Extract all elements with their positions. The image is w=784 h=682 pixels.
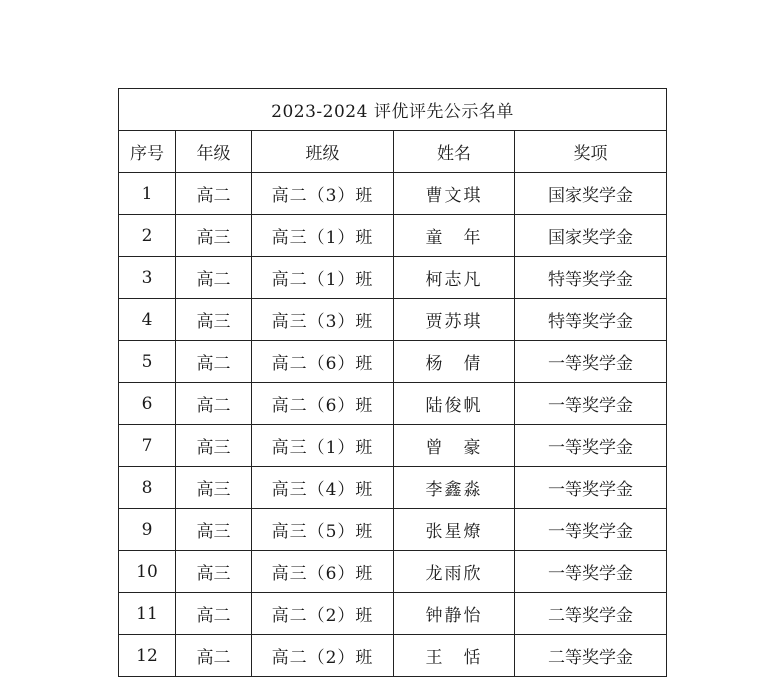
cell-award: 二等奖学金 (515, 593, 667, 635)
cell-seq: 9 (119, 509, 176, 551)
table-title-row (119, 89, 667, 131)
table-row (119, 257, 667, 299)
cell-grade: 高三 (176, 215, 252, 257)
cell-class: 高二（3）班 (252, 173, 394, 215)
cell-name: 曾 豪 (394, 425, 515, 467)
cell-name: 杨 倩 (394, 341, 515, 383)
cell-seq: 5 (119, 341, 176, 383)
cell-award: 国家奖学金 (515, 173, 667, 215)
cell-seq: 10 (119, 551, 176, 593)
cell-grade: 高三 (176, 425, 252, 467)
cell-award: 二等奖学金 (515, 635, 667, 677)
cell-seq: 6 (119, 383, 176, 425)
cell-grade: 高三 (176, 299, 252, 341)
cell-seq: 8 (119, 467, 176, 509)
header-award: 奖项 (515, 131, 667, 173)
cell-award: 一等奖学金 (515, 551, 667, 593)
cell-seq: 2 (119, 215, 176, 257)
table-row (119, 425, 667, 467)
cell-name: 陆俊帆 (394, 383, 515, 425)
cell-grade: 高二 (176, 341, 252, 383)
cell-award: 特等奖学金 (515, 257, 667, 299)
header-class: 班级 (252, 131, 394, 173)
honor-list-table (118, 88, 667, 677)
cell-name: 柯志凡 (394, 257, 515, 299)
cell-award: 特等奖学金 (515, 299, 667, 341)
table-row (119, 593, 667, 635)
cell-grade: 高二 (176, 593, 252, 635)
cell-name: 张星燎 (394, 509, 515, 551)
cell-name: 贾苏琪 (394, 299, 515, 341)
cell-class: 高二（6）班 (252, 341, 394, 383)
header-name: 姓名 (394, 131, 515, 173)
cell-seq: 11 (119, 593, 176, 635)
cell-award: 国家奖学金 (515, 215, 667, 257)
cell-award: 一等奖学金 (515, 383, 667, 425)
cell-class: 高二（6）班 (252, 383, 394, 425)
table-title: 2023-2024 评优评先公示名单 (119, 89, 667, 131)
table-row (119, 635, 667, 677)
cell-class: 高二（1）班 (252, 257, 394, 299)
cell-name: 曹文琪 (394, 173, 515, 215)
cell-class: 高二（2）班 (252, 635, 394, 677)
cell-class: 高三（6）班 (252, 551, 394, 593)
cell-name: 王 恬 (394, 635, 515, 677)
cell-class: 高三（1）班 (252, 425, 394, 467)
table-row (119, 383, 667, 425)
cell-class: 高二（2）班 (252, 593, 394, 635)
table-row (119, 341, 667, 383)
cell-grade: 高三 (176, 509, 252, 551)
cell-name: 龙雨欣 (394, 551, 515, 593)
cell-name: 童 年 (394, 215, 515, 257)
header-seq: 序号 (119, 131, 176, 173)
cell-seq: 7 (119, 425, 176, 467)
cell-grade: 高二 (176, 257, 252, 299)
cell-seq: 12 (119, 635, 176, 677)
table-row (119, 551, 667, 593)
cell-award: 一等奖学金 (515, 509, 667, 551)
cell-seq: 4 (119, 299, 176, 341)
cell-award: 一等奖学金 (515, 467, 667, 509)
cell-grade: 高二 (176, 173, 252, 215)
cell-grade: 高二 (176, 635, 252, 677)
table-header-row (119, 131, 667, 173)
table-row (119, 467, 667, 509)
cell-class: 高三（4）班 (252, 467, 394, 509)
cell-name: 钟静怡 (394, 593, 515, 635)
cell-award: 一等奖学金 (515, 341, 667, 383)
table-row (119, 299, 667, 341)
cell-seq: 1 (119, 173, 176, 215)
table-row (119, 509, 667, 551)
cell-grade: 高三 (176, 551, 252, 593)
cell-class: 高三（5）班 (252, 509, 394, 551)
cell-class: 高三（3）班 (252, 299, 394, 341)
cell-grade: 高三 (176, 467, 252, 509)
table-row (119, 215, 667, 257)
header-grade: 年级 (176, 131, 252, 173)
cell-grade: 高二 (176, 383, 252, 425)
cell-class: 高三（1）班 (252, 215, 394, 257)
cell-name: 李鑫淼 (394, 467, 515, 509)
cell-award: 一等奖学金 (515, 425, 667, 467)
table-row (119, 173, 667, 215)
cell-seq: 3 (119, 257, 176, 299)
